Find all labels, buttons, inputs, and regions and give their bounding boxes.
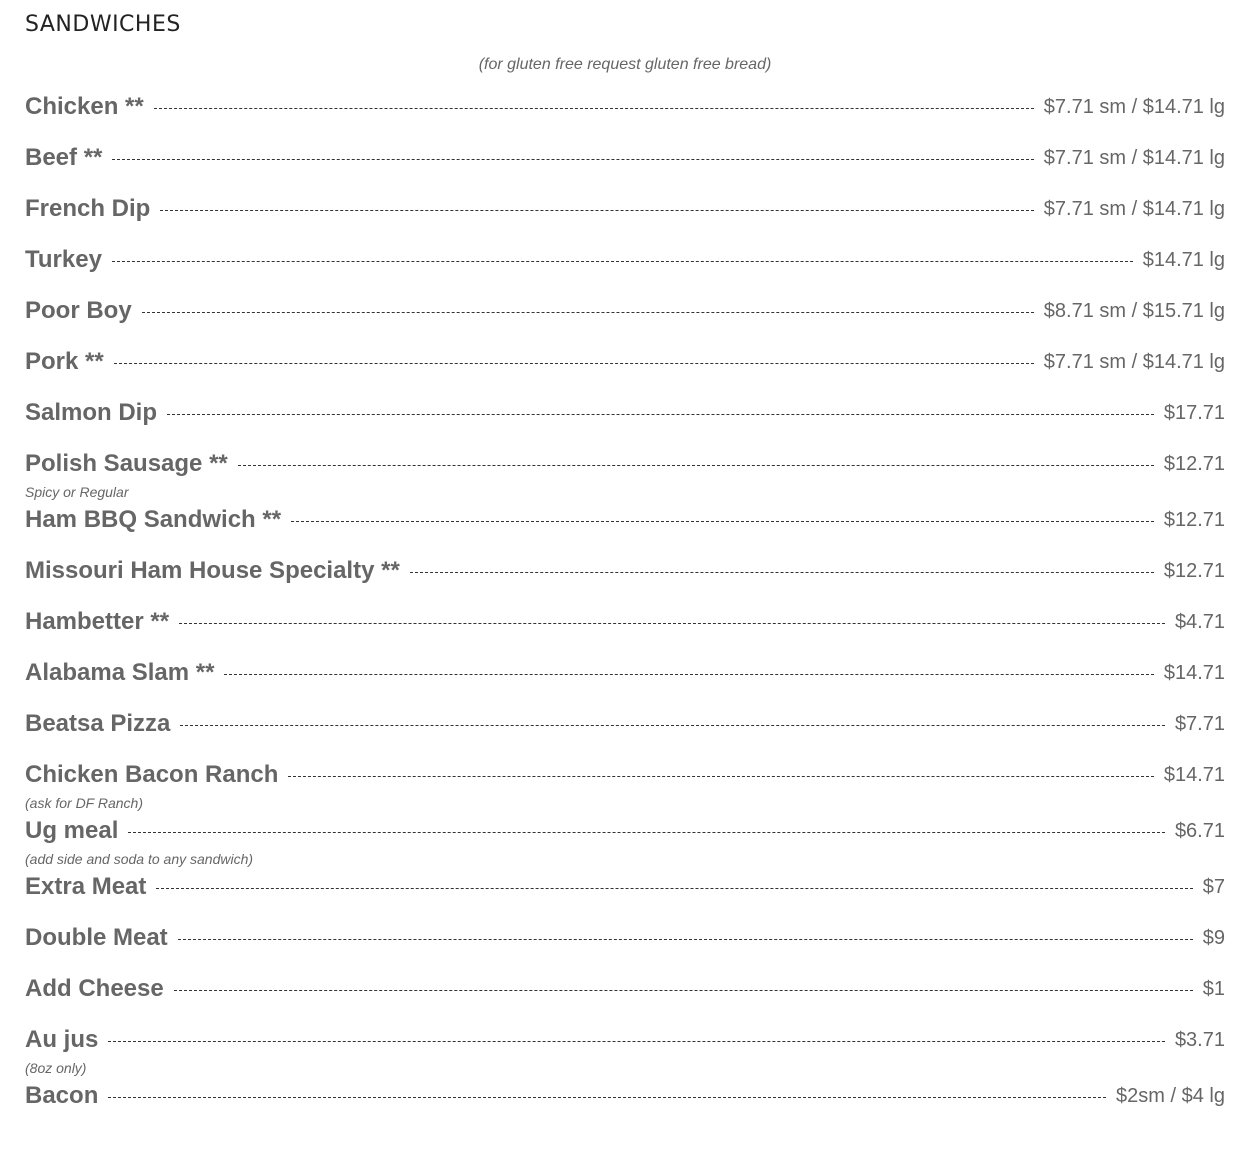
menu-item: [25, 607, 1225, 637]
menu-item-description: (ask for DF Ranch): [25, 795, 143, 811]
menu-item-price: $12.71: [1163, 559, 1225, 582]
dotted-leader: [114, 363, 1034, 364]
menu-item: [25, 658, 1225, 688]
menu-item-row: [25, 398, 1225, 428]
menu-item-price: $7.71 sm / $14.71 lg: [1043, 350, 1225, 373]
menu-item-row: [25, 709, 1225, 739]
menu-item: [25, 347, 1225, 377]
dotted-leader: [112, 159, 1033, 160]
menu-item-row: [25, 347, 1225, 377]
menu-item-name: Chicken Bacon Ranch: [25, 761, 279, 788]
menu-item-name: Pork **: [25, 348, 104, 375]
menu-item-row: [25, 143, 1225, 173]
menu-item-description: (8oz only): [25, 1060, 87, 1076]
menu-item-name: Hambetter **: [25, 608, 170, 635]
menu-item-price: $7.71 sm / $14.71 lg: [1043, 197, 1225, 220]
menu-item-price: $7.71 sm / $14.71 lg: [1043, 146, 1225, 169]
dotted-leader: [156, 888, 1192, 889]
menu-item: [25, 92, 1225, 122]
menu-item-name: Missouri Ham House Specialty **: [25, 557, 400, 584]
menu-item-price: $12.71: [1163, 508, 1225, 531]
dotted-leader: [291, 521, 1154, 522]
menu-item-name: Au jus: [25, 1026, 99, 1053]
menu-item-name: Salmon Dip: [25, 399, 158, 426]
menu-item-price: $6.71: [1174, 819, 1225, 842]
menu-item-price: $3.71: [1174, 1028, 1225, 1051]
menu-item-name: Chicken **: [25, 93, 144, 120]
menu-item-name: Ug meal: [25, 817, 119, 844]
dotted-leader: [128, 832, 1165, 833]
menu-item-row: [25, 505, 1225, 535]
dotted-leader: [238, 465, 1154, 466]
menu-item: [25, 398, 1225, 428]
dotted-leader: [167, 414, 1154, 415]
menu-item-row: [25, 923, 1225, 953]
menu-item-name: Turkey: [25, 246, 102, 273]
menu-item-row: [25, 872, 1225, 902]
menu-item-description: (add side and soda to any sandwich): [25, 851, 254, 867]
menu-item: [25, 194, 1225, 224]
menu-item-price: $12.71: [1163, 452, 1225, 475]
dotted-leader: [224, 674, 1153, 675]
menu-item-row: [25, 760, 1225, 790]
menu-item: [25, 709, 1225, 739]
menu-item: [25, 923, 1225, 953]
menu-item-row: [25, 1081, 1225, 1111]
dotted-leader: [142, 312, 1034, 313]
gluten-free-note: (for gluten free request gluten free bread): [478, 56, 772, 73]
menu-item: [25, 505, 1225, 535]
menu-item-row: [25, 1025, 1225, 1055]
menu-item: [25, 556, 1225, 586]
menu-item: [25, 1025, 1225, 1076]
menu-item: [25, 296, 1225, 326]
menu-item-name: Beatsa Pizza: [25, 710, 171, 737]
dotted-leader: [108, 1041, 1165, 1042]
menu-item-name: Extra Meat: [25, 873, 147, 900]
dotted-leader: [154, 108, 1034, 109]
dotted-leader: [174, 990, 1193, 991]
menu-item-row: [25, 556, 1225, 586]
menu-item-price: $7.71: [1174, 712, 1225, 735]
dotted-leader: [180, 725, 1165, 726]
menu-item-row: [25, 816, 1225, 846]
menu-item-row: [25, 658, 1225, 688]
menu-item-row: [25, 607, 1225, 637]
menu-list: [25, 92, 1225, 1132]
menu-item-row: [25, 974, 1225, 1004]
menu-item-row: [25, 92, 1225, 122]
menu-item-row: [25, 296, 1225, 326]
menu-item: [25, 245, 1225, 275]
menu-item-name: Beef **: [25, 144, 103, 171]
section-title: SANDWICHES: [25, 12, 181, 37]
menu-item-price: $14.71 lg: [1142, 248, 1225, 271]
menu-item: [25, 816, 1225, 867]
dotted-leader: [410, 572, 1154, 573]
menu-item-price: $14.71: [1163, 763, 1225, 786]
menu-item-price: $9: [1202, 926, 1225, 949]
menu-item: [25, 760, 1225, 811]
menu-item: [25, 974, 1225, 1004]
menu-item: [25, 449, 1225, 500]
menu-item-name: Alabama Slam **: [25, 659, 215, 686]
menu-item-price: $2sm / $4 lg: [1116, 1084, 1225, 1107]
menu-item-name: Ham BBQ Sandwich **: [25, 506, 282, 533]
menu-item-price: $17.71: [1163, 401, 1225, 424]
menu-item-price: $7: [1202, 875, 1225, 898]
menu-item-name: Poor Boy: [25, 297, 132, 324]
dotted-leader: [112, 261, 1133, 262]
menu-item-row: [25, 449, 1225, 479]
menu-item: [25, 1081, 1225, 1111]
menu-item-name: Polish Sausage **: [25, 450, 228, 477]
menu-item-price: $1: [1202, 977, 1225, 1000]
menu-item-name: French Dip: [25, 195, 151, 222]
menu-item-price: $4.71: [1174, 610, 1225, 633]
menu-item-row: [25, 245, 1225, 275]
menu-item-name: Double Meat: [25, 924, 168, 951]
menu-item-description: Spicy or Regular: [25, 484, 129, 500]
dotted-leader: [178, 939, 1193, 940]
dotted-leader: [288, 776, 1153, 777]
menu-item-price: $8.71 sm / $15.71 lg: [1043, 299, 1225, 322]
menu-item-name: Add Cheese: [25, 975, 164, 1002]
dotted-leader: [179, 623, 1165, 624]
menu-item: [25, 143, 1225, 173]
dotted-leader: [108, 1097, 1106, 1098]
menu-item-price: $14.71: [1163, 661, 1225, 684]
menu-item-row: [25, 194, 1225, 224]
dotted-leader: [160, 210, 1033, 211]
menu-item: [25, 872, 1225, 902]
menu-item-price: $7.71 sm / $14.71 lg: [1043, 95, 1225, 118]
menu-item-name: Bacon: [25, 1082, 99, 1109]
